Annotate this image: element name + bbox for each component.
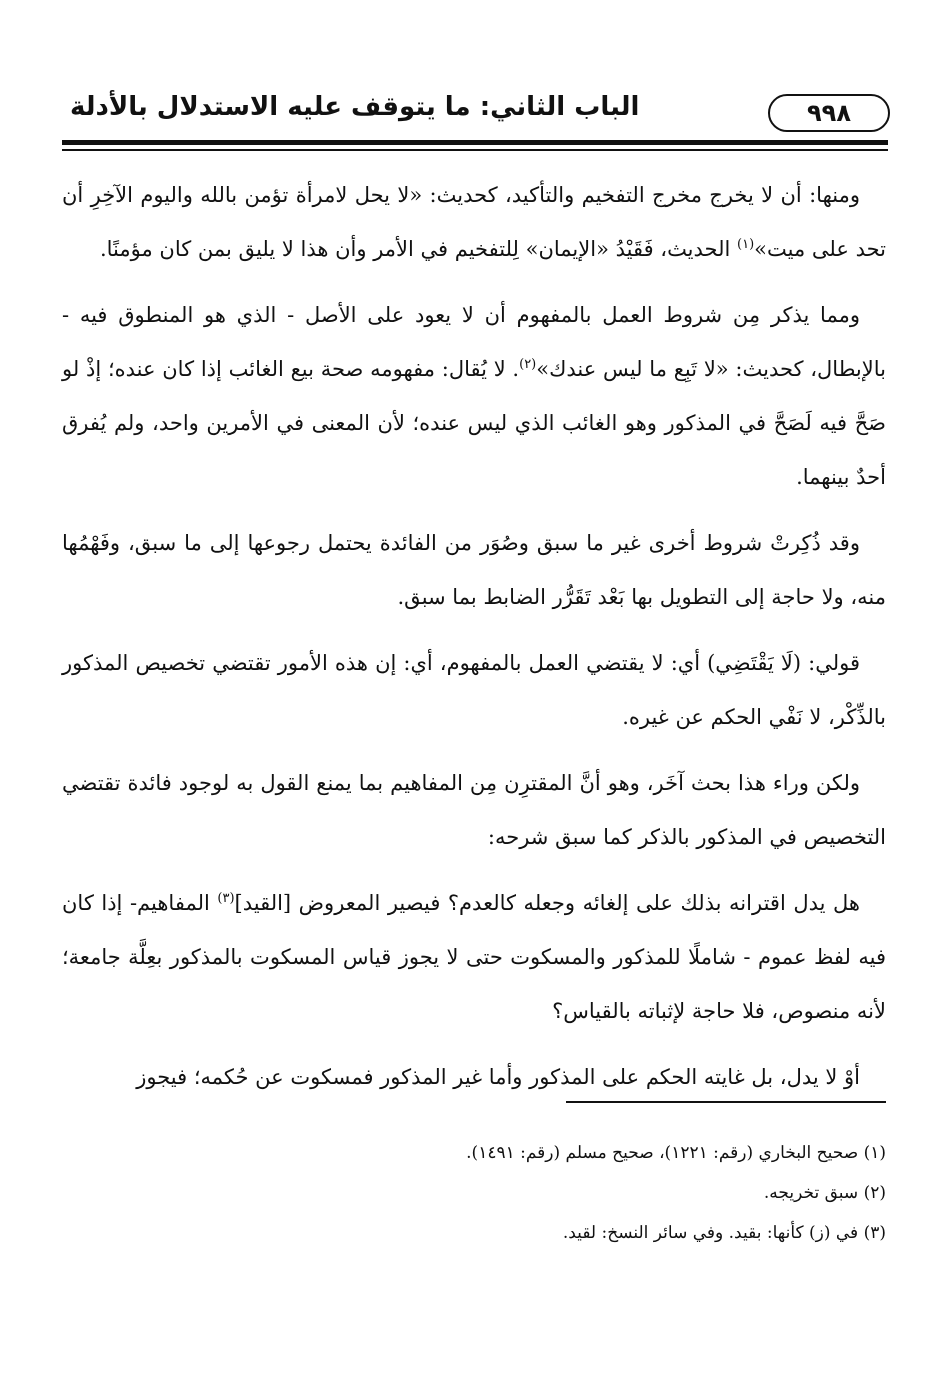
paragraph-text: هل يدل اقترانه بذلك على إلغائه وجعله كالعدم؟ فيصير المعروض [القيد] <box>234 891 860 915</box>
footnote-1: (١) صحيح البخاري (رقم: ١٢٢١)، صحيح مسلم (رقم: ١٤٩١). <box>466 1143 886 1163</box>
footnote-2: (٢) سبق تخريجه. <box>763 1183 886 1203</box>
footnotes <box>62 1133 886 1253</box>
header-rule-thick <box>62 140 888 145</box>
paragraph-text: ومنها: أن لا يخرج مخرج التفخيم والتأكيد، كحديث: «لا يحل لامرأة تؤمن بالله واليوم الآخِرِ أن تحد على ميت» <box>62 183 886 261</box>
paragraph-text: ولكن وراء هذا بحث آخَر، وهو أنَّ المقترِن مِن المفاهيم بما يمنع القول به لوجود فائدة تقتضي التخصيص في المذكور بالذكر كما سبق شرحه: <box>62 771 886 849</box>
paragraph-text: . لا يُقال: مفهومه صحة بيع الغائب إذا كان عنده؛ إذْ لو صَحَّ فيه لَصَحَّ في المذكور وهو الغائب الذي ليس عنده؛ لأن المعنى في الأمرين واحد، ولم يُفرق أحدٌ بينهما. <box>62 357 886 489</box>
footnote-3: (٣) في (ز) كأنها: بقيد. وفي سائر النسخ: لقيد. <box>562 1223 886 1243</box>
paragraph-1 <box>62 168 886 276</box>
footnote-reference: (٣) <box>217 891 235 906</box>
paragraph-7 <box>62 1050 886 1104</box>
footnote-reference: (٢) <box>519 357 537 372</box>
paragraph-4 <box>62 636 886 744</box>
page-number: ٩٩٨ <box>768 94 890 132</box>
footnote-reference: (١) <box>737 237 755 252</box>
header-rule-thin <box>62 149 888 151</box>
paragraph-text: الحديث، فَقَيْدُ «الإيمان» لِلتفخيم في الأمر وأن هذا لا يليق بمن كان مؤمنًا. <box>99 237 738 261</box>
body-text <box>62 168 886 1116</box>
footnote-separator <box>566 1101 886 1103</box>
paragraph-6 <box>62 876 886 1038</box>
paragraph-2 <box>62 288 886 504</box>
paragraph-5 <box>62 756 886 864</box>
paragraph-text: وقد ذُكِرتْ شروط أخرى غير ما سبق وصُوَر من الفائدة يحتمل رجوعها إلى ما سبق، وفَهْمُها منه، ولا حاجة إلى التطويل بها بَعْد تَقَرُّر الضابط بما سبق. <box>62 531 886 609</box>
paragraph-text: المفاهيم- إذا كان فيه لفظ عموم - شاملًا للمذكور والمسكوت حتى لا يجوز قياس المسكوت بالمذكور بعِلَّة جامعة؛ لأنه منصوص، فلا حاجة لإثباته بالقياس؟ <box>62 891 886 1023</box>
paragraph-text: أوْ لا يدل، بل غايته الحكم على المذكور وأما غير المذكور فمسكوت عن حُكمه؛ فيجوز <box>136 1065 860 1089</box>
paragraph-text: قولي: (لَا يَقْتَضِي) أي: لا يقتضي العمل بالمفهوم، أي: إن هذه الأمور تقتضي تخصيص المذكور بالذِّكْر، لا نَفْي الحكم عن غيره. <box>62 651 886 729</box>
running-title: الباب الثاني: ما يتوقف عليه الاستدلال بالأدلة <box>70 92 640 122</box>
paragraph-text: ومما يذكر مِن شروط العمل بالمفهوم أن لا يعود على الأصل - الذي هو المنطوق فيه - بالإبطال، كحديث: «لا تَبِع ما ليس عندك» <box>62 303 886 381</box>
page-header <box>60 92 890 138</box>
paragraph-3 <box>62 516 886 624</box>
